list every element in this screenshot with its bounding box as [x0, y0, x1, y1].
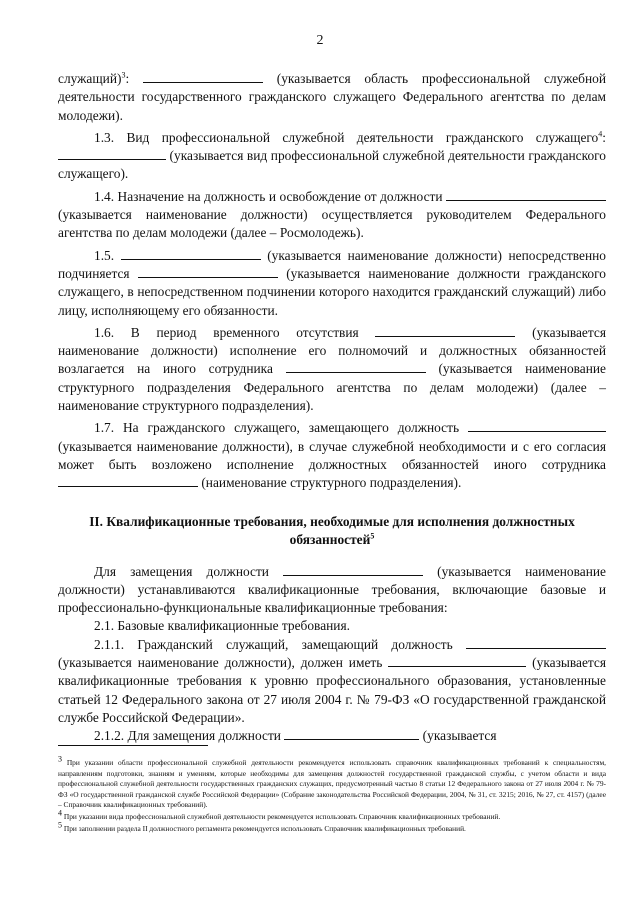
- paragraph-2-1-2: 2.1.2. Для замещения должности (указывается: [94, 728, 497, 744]
- blank-line: [388, 654, 526, 667]
- paragraph-1-6: 1.6. В период временного отсутствия (указывается наименование должности) исполнение его полномочий и должностных обязанностей возлагается на иного сотрудника (указывается наименование структурного подразделения Федерального агентства по делам молодежи) (далее – наименование структурного подразделения).: [58, 324, 606, 414]
- blank-line: [466, 636, 606, 649]
- paragraph-2-1: 2.1. Базовые квалификационные требования.: [94, 618, 350, 634]
- paragraph-1-5: 1.5. (указывается наименование должности) непосредственно подчиняется (указывается наименование должности гражданского служащего, в непосредственном подчинении которого находится гражданский служащий) либо лицу, исполняющему его обязанности.: [58, 247, 607, 318]
- blank-line: [283, 563, 423, 576]
- blank-line: [286, 360, 426, 373]
- blank-line: [138, 265, 278, 278]
- blank-line: [121, 247, 261, 260]
- blank-line: [284, 727, 419, 740]
- blank-line: [58, 147, 166, 160]
- paragraph-1-2-cont: служащий)$^3$: (указывается область профессиональной служебной деятельности государственного гражданского служащего Федерального агентства по делам молодежи).: [58, 70, 606, 123]
- section-2-title: II. Квалификационные требования, необходимые для исполнения должностных обязанностей$^5$: [89, 513, 575, 547]
- blank-line: [143, 70, 263, 83]
- paragraph-1-4: 1.4. Назначение на должность и освобождение от должности (указывается наименование должности) осуществляется руководителем Федерального агентства по делам молодежи (далее – Росмолодежь).: [58, 188, 606, 241]
- footnote-separator: [58, 745, 208, 746]
- blank-line: [446, 188, 606, 201]
- blank-line: [375, 324, 515, 337]
- footnote-4: $^4$ При указании вида профессиональной служебной деятельности рекомендуется использовать Справочник квалификационных требований.: [58, 808, 501, 821]
- document-body: [58, 70, 606, 746]
- blank-line: [58, 474, 198, 487]
- footnote-5: $^5$ При заполнении раздела II должностного регламента рекомендуется использовать Справочник квалификационных требований.: [58, 820, 466, 833]
- blank-line: [468, 419, 606, 432]
- paragraph-2-1-1: 2.1.1. Гражданский служащий, замещающий должность (указывается наименование должности), должен иметь (указывается квалификационные требования к уровню профессионального образования, установленные статьей 12 Федерального закона от 27 июля 2004 г. № 79-ФЗ «О государственной гражданской службе Российской Федерации».: [58, 636, 607, 725]
- paragraph-2-intro: Для замещения должности (указывается наименование должности) устанавливаются квалификационные требования, включающие базовые и профессионально-функциональные квалификационные требования:: [58, 563, 606, 616]
- footnotes: [58, 754, 607, 835]
- paragraph-1-3: 1.3. Вид профессиональной служебной деятельности гражданского служащего$^4$: (указывается вид профессиональной служебной деятельности гражданского служащего).: [58, 129, 606, 182]
- paragraph-1-7: 1.7. На гражданского служащего, замещающего должность (указывается наименование должности), в случае служебной необходимости и с его согласия может быть возложено исполнение должностных обязанностей иного сотрудника (наименование структурного подразделения).: [58, 420, 606, 491]
- footnote-3: $^3$ При указании области профессиональной служебной деятельности рекомендуется использовать справочник квалификационных требований к специальностям, направлениям подготовки, знаниям и умениям, которые необходимы для замещения должностей государственной гражданской службы, с учетом области и вида профессиональной служебной деятельности государственных гражданских служащих, предусмотренный частью 8 статьи 12 Федерального закона от 27 июля 2004 г. № 79-ФЗ «О государственной гражданской службе Российской Федерации» (Собрание законодательства Российской Федерации, 2004, № 31, ст. 3215; 2016, № 27, ст. 4157) (далее – Справочник квалификационных требований).: [58, 754, 607, 810]
- page-number: 2: [316, 33, 324, 48]
